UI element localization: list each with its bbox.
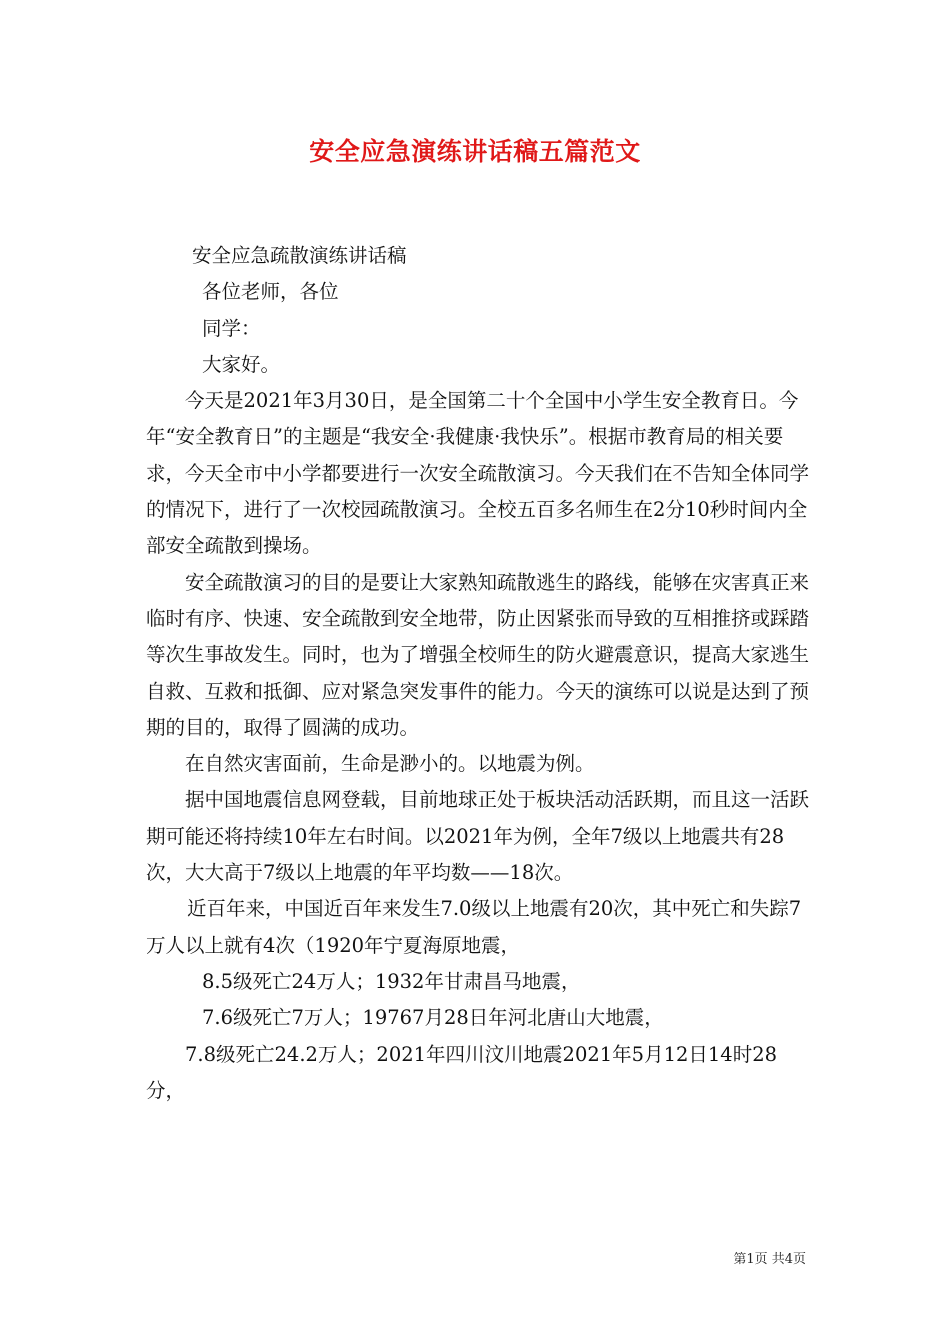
paragraph-earthquake-info: 据中国地震信息网登载，目前地球正处于板块活动活跃期，而且这一活跃期可能还将持续10年左右时间。以2021年为例，全年7级以上地震共有28次，大大高于7级以上地震的年平均数——18次。 — [146, 788, 810, 885]
quake-line-2: 7.6级死亡7万人；19767月28日年河北唐山大地震， — [202, 1006, 664, 1030]
document-body — [146, 238, 814, 1109]
document-title: 安全应急演练讲话稿五篇范文 — [309, 137, 641, 166]
quake-line-1: 8.5级死亡24万人；1932年甘肃昌马地震， — [202, 969, 581, 993]
paragraph-safety-day: 今天是2021年3月30日，是全国第二十个全国中小学生安全教育日。今年“安全教育日”的主题是“我安全·我健康·我快乐”。根据市教育局的相关要求，今天全市中小学都要进行一次安全疏散演习。今天我们在不告知全体同学的情况下，进行了一次校园疏散演习。全校五百多名师生在2分10秒时间内全部安全疏散到操场。 — [146, 389, 810, 558]
greeting: 大家好。 — [202, 352, 281, 376]
speech-heading: 安全应急疏散演练讲话稿 — [192, 244, 407, 267]
paragraph-nature: 在自然灾害面前，生命是渺小的。以地震为例。 — [185, 752, 595, 776]
paragraph-drill-purpose: 安全疏散演习的目的是要让大家熟知疏散逃生的路线，能够在灾害真正来临时有序、快速、安全疏散到安全地带，防止因紧张而导致的互相推挤或踩踏等次生事故发生。同时，也为了增强全校师生的防火避震意识，提高大家逃生自救、互救和抵御、应对紧急突发事件的能力。今天的演练可以说是达到了预期的目的，取得了圆满的成功。 — [146, 570, 810, 739]
salutation-line-1: 各位老师，各位 — [202, 280, 339, 304]
salutation-line-2: 同学： — [202, 316, 261, 340]
page-number: 第1页 共4页 — [733, 1252, 806, 1267]
quake-line-3: 7.8级死亡24.2万人；2021年四川汶川地震2021年5月12日14时28分， — [146, 1042, 778, 1102]
paragraph-century-quakes: 近百年来，中国近百年来发生7.0级以上地震有20次，其中死亡和失踪7万人以上就有4次（1920年宁夏海原地震， — [146, 897, 802, 957]
